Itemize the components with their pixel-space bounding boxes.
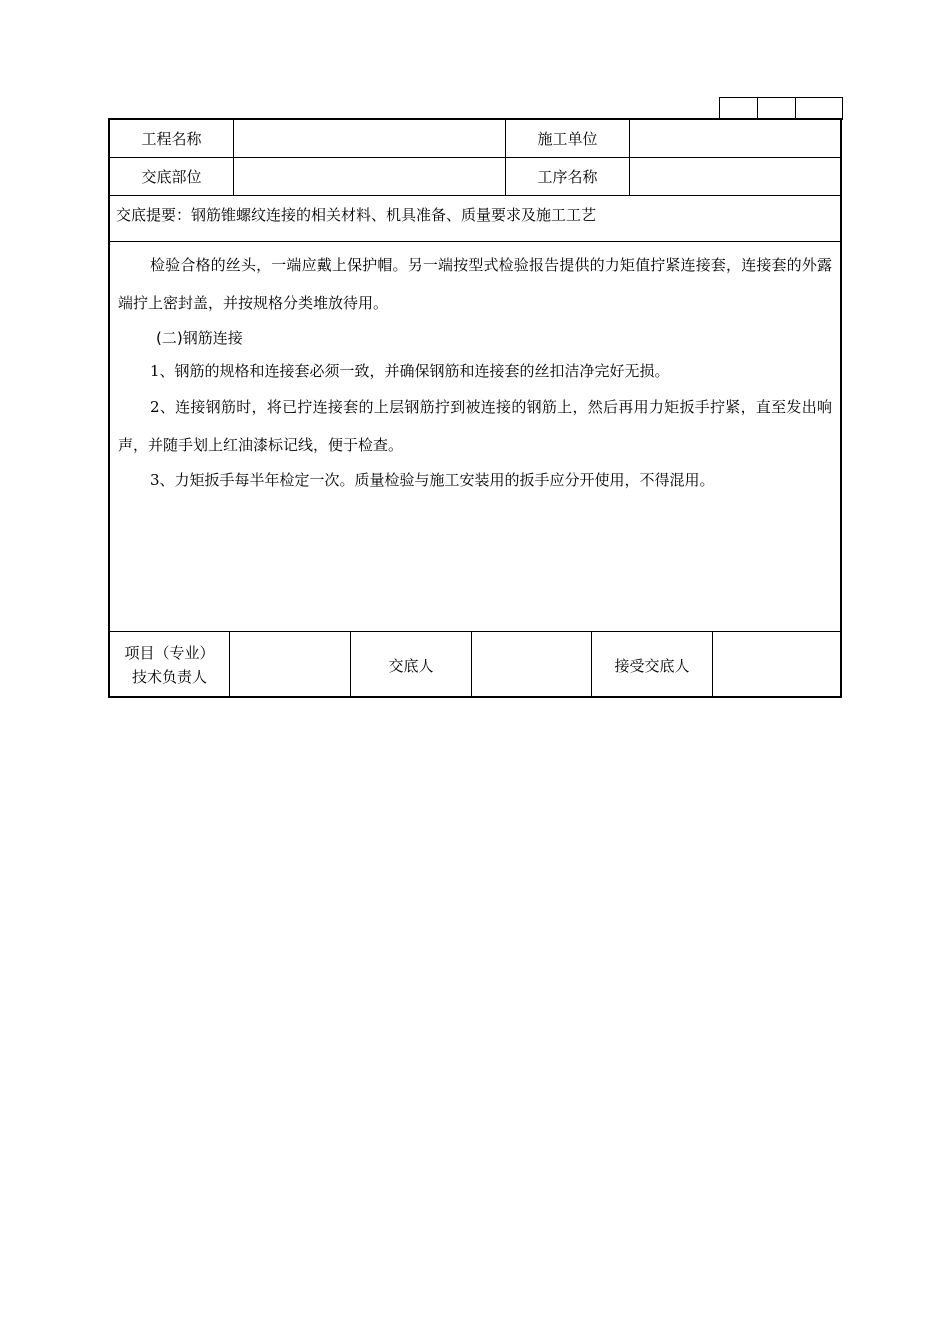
header-row-2 (110, 158, 840, 196)
record-number-boxes (719, 97, 843, 120)
header-row-1 (110, 120, 840, 158)
content-item-3: 3、力矩扳手每半年检定一次。质量检验与施工安装用的扳手应分开使用，不得混用。 (150, 471, 715, 489)
construction-unit-value[interactable] (630, 120, 840, 157)
project-name-label: 工程名称 (110, 120, 234, 157)
content-item-2: 2、连接钢筋时，将已拧连接套的上层钢筋拧到被连接的钢筋上，然后再用力矩扳手拧紧，直至发出响声，并随手划上红油漆标记线，便于检查。 (118, 398, 832, 454)
discloser-signature[interactable] (472, 632, 592, 698)
content-item-1: 1、钢筋的规格和连接套必须一致，并确保钢筋和连接套的丝扣洁净完好无损。 (150, 362, 670, 380)
project-name-value[interactable] (234, 120, 506, 157)
receiver-label: 接受交底人 (592, 632, 713, 698)
section-heading-rebar-connection: (二)钢筋连接 (156, 329, 243, 347)
content-paragraph-1: 检验合格的丝头，一端应戴上保护帽。另一端按型式检验报告提供的力矩值拧紧连接套，连接套的外露端拧上密封盖，并按规格分类堆放待用。 (118, 256, 832, 312)
construction-unit-label: 施工单位 (506, 120, 630, 157)
tech-lead-signature[interactable] (230, 632, 351, 698)
receiver-signature[interactable] (713, 632, 840, 698)
handover-part-value[interactable] (234, 158, 506, 195)
handover-part-label: 交底部位 (110, 158, 234, 195)
discloser-label: 交底人 (351, 632, 472, 698)
process-name-value[interactable] (630, 158, 840, 195)
disclosure-content (110, 242, 840, 632)
record-number-box-2[interactable] (758, 98, 796, 120)
process-name-label: 工序名称 (506, 158, 630, 195)
disclosure-summary: 交底提要：钢筋锥螺纹连接的相关材料、机具准备、质量要求及施工工艺 (110, 196, 840, 242)
tech-lead-label (110, 632, 230, 698)
technical-disclosure-form (108, 118, 842, 698)
tech-lead-label-line1: 项目（专业） (124, 644, 215, 662)
record-number-box-1[interactable] (720, 98, 758, 120)
tech-lead-label-line2: 技术负责人 (131, 668, 207, 686)
record-number-box-3[interactable] (796, 98, 842, 120)
signature-row (110, 632, 840, 698)
